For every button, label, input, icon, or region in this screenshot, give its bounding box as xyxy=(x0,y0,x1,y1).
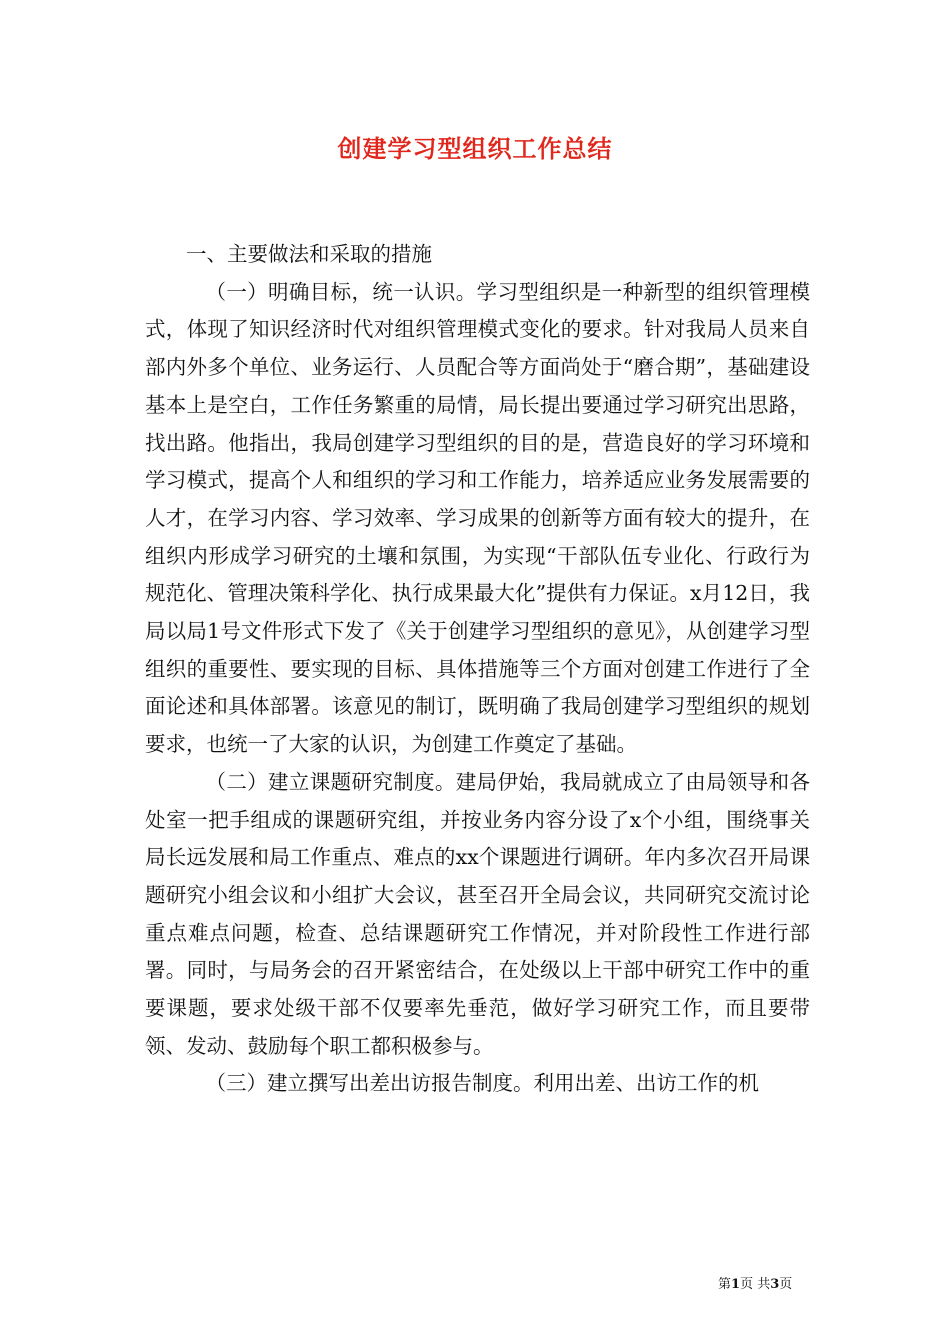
footer-suffix: 页 xyxy=(779,1277,793,1292)
footer-middle: 页 共 xyxy=(740,1277,771,1292)
document-title: 创建学习型组织工作总结 xyxy=(337,134,613,163)
document-body xyxy=(145,236,810,1103)
paragraph-1: （一）明确目标，统一认识。学习型组织是一种新型的组织管理模式，体现了知识经济时代对组织管理模式变化的要求。针对我局人员来自部内外多个单位、业务运行、人员配合等方面尚处于“磨合期”，基础建设基本上是空白，工作任务繁重的局情，局长提出要通过学习研究出思路，找出路。他指出，我局创建学习型组织的目的是，营造良好的学习环境和学习模式，提高个人和组织的学习和工作能力，培养适应业务发展需要的人才，在学习内容、学习效率、学习成果的创新等方面有较大的提升，在组织内形成学习研究的土壤和氛围，为实现“干部队伍专业化、行政行为规范化、管理决策科学化、执行成果最大化”提供有力保证。x月12日，我局以局1号文件形式下发了《关于创建学习型组织的意见》，从创建学习型组织的重要性、要实现的目标、具体措施等三个方面对创建工作进行了全面论述和具体部署。该意见的制订，既明确了我局创建学习型组织的规划要求，也统一了大家的认识，为创建工作奠定了基础。 xyxy=(145,279,810,757)
page-number-footer xyxy=(718,1276,792,1294)
section-heading: 一、主要做法和采取的措施 xyxy=(186,242,432,266)
footer-total-pages: 3 xyxy=(770,1277,780,1292)
paragraph-2: （二）建立课题研究制度。建局伊始，我局就成立了由局领导和各处室一把手组成的课题研究组，并按业务内容分设了x个小组，围绕事关局长远发展和局工作重点、难点的xx个课题进行调研。年内多次召开局课题研究小组会议和小组扩大会议，甚至召开全局会议，共同研究交流讨论重点难点问题，检查、总结课题研究工作情况，并对阶段性工作进行部署。同时，与局务会的召开紧密结合，在处级以上干部中研究工作中的重要课题，要求处级干部不仅要率先垂范，做好学习研究工作，而且要带领、发动、鼓励每个职工都积极参与。 xyxy=(145,769,810,1058)
footer-prefix: 第 xyxy=(718,1277,732,1292)
footer-current-page: 1 xyxy=(731,1277,741,1292)
paragraph-3: （三）建立撰写出差出访报告制度。利用出差、出访工作的机 xyxy=(205,1071,759,1096)
